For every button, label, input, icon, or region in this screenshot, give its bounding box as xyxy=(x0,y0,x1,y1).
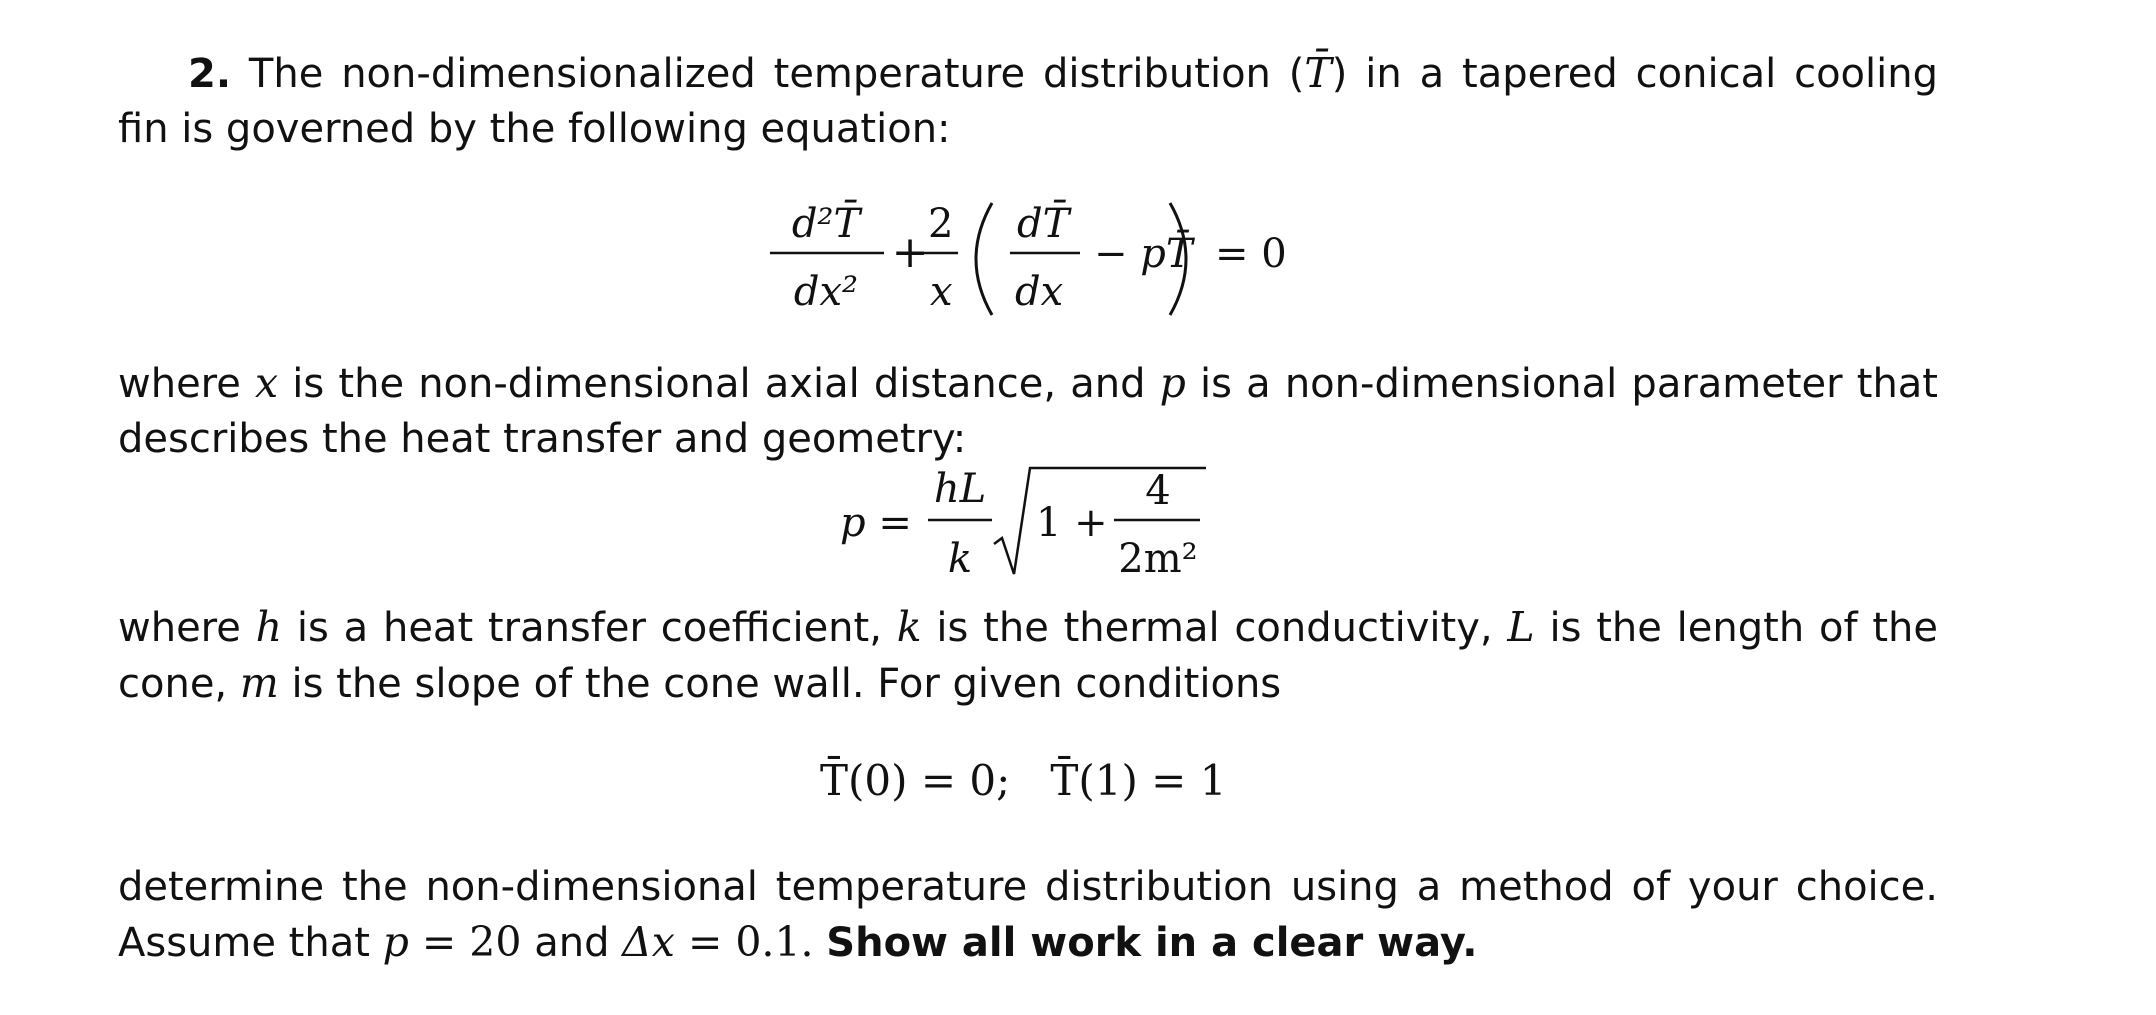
ode-num1: d²T̄ xyxy=(791,201,861,247)
param-one-plus: 1 + xyxy=(1036,500,1108,546)
bc-text: T̄(0) = 0; T̄(1) = 1 xyxy=(820,756,1227,805)
var-m: m xyxy=(239,659,279,707)
param-den1: k xyxy=(947,536,973,582)
problem-number: 2. xyxy=(188,51,232,97)
boundary-conditions xyxy=(820,745,1270,815)
definitions-paragraph: where h is a heat transfer coefficient, k is the thermal conductivity, L is the length of the cone, m is the slope of the cone wall. For given conditions xyxy=(118,603,1938,707)
param-num2: 4 xyxy=(1145,468,1171,514)
var-L: L xyxy=(1507,603,1535,651)
ode-minus-term: − pT̄ xyxy=(1094,231,1193,277)
param-num1: hL xyxy=(933,466,987,512)
ode-num2: 2 xyxy=(928,201,954,247)
var-p-task: p xyxy=(382,918,409,966)
param-den2: 2m² xyxy=(1118,536,1198,582)
param-lhs: p = xyxy=(840,500,912,546)
instruction-bold: Show all work in a clear way. xyxy=(826,920,1478,966)
var-delta-x: Δx xyxy=(622,918,675,966)
intro-text-end: ) in a tapered conical cooling fin is governed by the following equation: xyxy=(118,51,1938,152)
ode-rhs: = 0 xyxy=(1215,231,1287,277)
where-paragraph: where x is the non-dimensional axial distance, and p is a non-dimensional parameter that describes the heat transfer and geometry: xyxy=(118,359,1938,462)
var-h: h xyxy=(255,603,283,651)
governing-equation xyxy=(760,195,1320,325)
ode-num3: dT̄ xyxy=(1017,201,1070,247)
var-p: p xyxy=(1159,359,1186,407)
left-paren xyxy=(976,203,992,315)
ode-den2: x xyxy=(930,269,953,315)
ode-den1: dx² xyxy=(793,269,859,315)
parameter-equation xyxy=(830,462,1230,592)
ode-plus: + xyxy=(891,227,929,278)
task-paragraph: determine the non-dimensional temperature distribution using a method of your choice. Assume that p = 20 and Δx = 0.1. Show all work in a clear way. xyxy=(118,864,1938,966)
var-x: x xyxy=(255,359,279,407)
problem-intro xyxy=(118,46,1938,157)
intro-text: The non-dimensionalized temperature distribution ( xyxy=(248,51,1305,97)
ode-den3: dx xyxy=(1015,269,1064,315)
temperature-symbol: T̄ xyxy=(1304,49,1332,97)
var-k: k xyxy=(896,603,922,651)
